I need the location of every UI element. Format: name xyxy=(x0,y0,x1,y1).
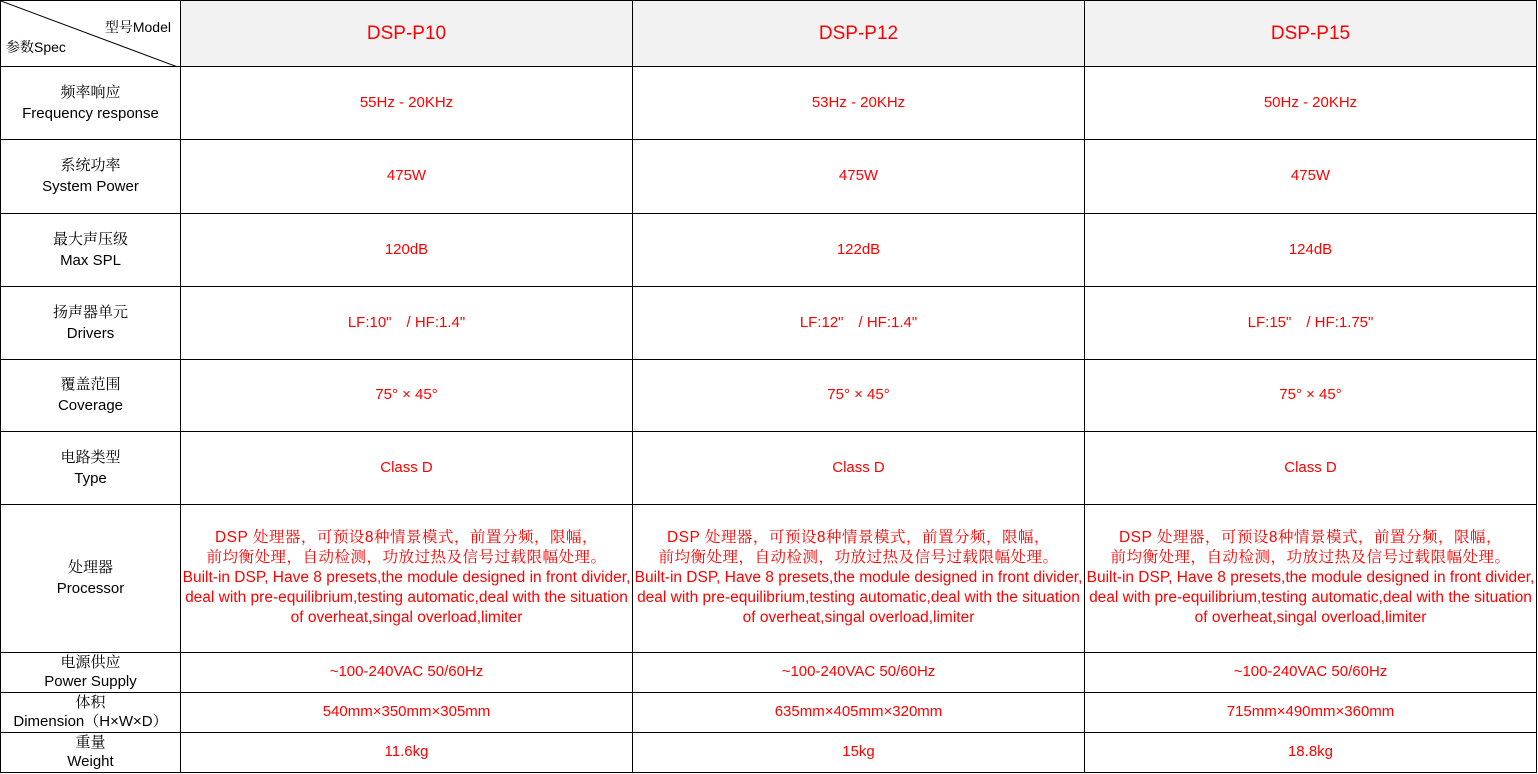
processor-line: 前均衡处理，自动检测，功放过热及信号过载限幅处理。 xyxy=(658,549,1059,567)
row-label xyxy=(1,652,181,692)
spec-value: 124dB xyxy=(1085,213,1537,286)
spec-value: 475W xyxy=(181,140,633,213)
spec-value: 55Hz - 20KHz xyxy=(181,67,633,140)
row-label-en: Weight xyxy=(67,753,114,771)
spec-value: 475W xyxy=(633,140,1085,213)
row-label-en: Type xyxy=(74,470,107,488)
row-label xyxy=(1,67,181,140)
model-name: DSP-P10 xyxy=(181,1,633,67)
processor-line: deal with pre-equilibrium,testing automatic,deal with the situation of overheat,singal overload,limiter xyxy=(637,589,1080,627)
row-label-zh: 处理器 xyxy=(67,559,113,577)
spec-value: Class D xyxy=(633,432,1085,505)
processor-description xyxy=(1085,505,1537,652)
spec-value: LF:15" / HF:1.75" xyxy=(1085,286,1537,359)
spec-value: 75° × 45° xyxy=(1085,359,1537,431)
spec-row-power xyxy=(1,140,1537,213)
row-label-zh: 最大声压级 xyxy=(52,230,128,248)
row-label-en: Coverage xyxy=(57,397,124,415)
spec-value: 18.8kg xyxy=(1085,732,1537,772)
row-label xyxy=(1,505,181,652)
spec-value: 75° × 45° xyxy=(181,359,633,431)
spec-value: 635mm×405mm×320mm xyxy=(633,692,1085,732)
header-row xyxy=(1,1,1537,67)
spec-value: LF:10" / HF:1.4" xyxy=(181,286,633,359)
row-label-en: Dimension（H×W×D） xyxy=(13,713,168,731)
spec-header-label: 参数Spec xyxy=(6,39,66,55)
row-label xyxy=(1,692,181,732)
model-name: DSP-P12 xyxy=(633,1,1085,67)
spec-value: 122dB xyxy=(633,213,1085,286)
spec-value: ~100-240VAC 50/60Hz xyxy=(181,652,633,692)
spec-value: Class D xyxy=(1085,432,1537,505)
spec-value: 11.6kg xyxy=(181,732,633,772)
processor-line: Built-in DSP, Have 8 presets,the module designed in front divider, xyxy=(182,569,631,587)
row-label-en: Drivers xyxy=(66,324,115,342)
row-label-zh: 扬声器单元 xyxy=(52,303,128,321)
row-label-zh: 系统功率 xyxy=(60,157,121,175)
processor-line: deal with pre-equilibrium,testing automatic,deal with the situation of overheat,singal overload,limiter xyxy=(1089,589,1532,627)
row-label-zh: 体积 xyxy=(75,694,106,712)
spec-value: 75° × 45° xyxy=(633,359,1085,431)
row-label-en: Frequency response xyxy=(22,105,159,123)
spec-row-dimension xyxy=(1,692,1537,732)
row-label-en: Processor xyxy=(56,580,125,598)
processor-line: deal with pre-equilibrium,testing automatic,deal with the situation of overheat,singal overload,limiter xyxy=(185,589,628,627)
spec-row-power-supply xyxy=(1,652,1537,692)
processor-line: 前均衡处理，自动检测，功放过热及信号过载限幅处理。 xyxy=(206,549,607,567)
spec-row-drivers xyxy=(1,286,1537,359)
row-label-zh: 频率响应 xyxy=(60,84,121,102)
spec-value: 15kg xyxy=(633,732,1085,772)
row-label-en: Power Supply xyxy=(44,673,137,691)
row-label xyxy=(1,732,181,772)
processor-line: DSP 处理器，可预设8种情景模式，前置分频，限幅， xyxy=(1118,529,1503,547)
row-label-en: Max SPL xyxy=(60,251,121,269)
row-label xyxy=(1,359,181,431)
row-label-en: System Power xyxy=(42,178,139,196)
spec-row-weight xyxy=(1,732,1537,772)
row-label xyxy=(1,140,181,213)
spec-row-max-spl xyxy=(1,213,1537,286)
spec-value: 475W xyxy=(1085,140,1537,213)
processor-line: DSP 处理器，可预设8种情景模式，前置分频，限幅， xyxy=(666,529,1051,547)
processor-line: DSP 处理器，可预设8种情景模式，前置分频，限幅， xyxy=(214,529,599,547)
corner-cell xyxy=(1,1,181,67)
row-label-zh: 电源供应 xyxy=(60,654,121,672)
processor-description xyxy=(181,505,633,652)
processor-line: Built-in DSP, Have 8 presets,the module designed in front divider, xyxy=(634,569,1083,587)
spec-value: LF:12" / HF:1.4" xyxy=(633,286,1085,359)
row-label-zh: 覆盖范围 xyxy=(60,376,121,394)
spec-value: ~100-240VAC 50/60Hz xyxy=(633,652,1085,692)
row-label xyxy=(1,213,181,286)
spec-value: ~100-240VAC 50/60Hz xyxy=(1085,652,1537,692)
spec-row-coverage xyxy=(1,359,1537,431)
row-label-zh: 电路类型 xyxy=(60,449,121,467)
processor-description xyxy=(633,505,1085,652)
spec-row-type xyxy=(1,432,1537,505)
spec-value: 540mm×350mm×305mm xyxy=(181,692,633,732)
row-label xyxy=(1,432,181,505)
processor-line: Built-in DSP, Have 8 presets,the module designed in front divider, xyxy=(1086,569,1535,587)
spec-value: 53Hz - 20KHz xyxy=(633,67,1085,140)
row-label-zh: 重量 xyxy=(75,734,106,752)
spec-row-frequency xyxy=(1,67,1537,140)
processor-line: 前均衡处理，自动检测，功放过热及信号过载限幅处理。 xyxy=(1110,549,1511,567)
model-header-label: 型号Model xyxy=(104,19,171,35)
spec-value: 715mm×490mm×360mm xyxy=(1085,692,1537,732)
spec-value: Class D xyxy=(181,432,633,505)
row-label xyxy=(1,286,181,359)
spec-value: 50Hz - 20KHz xyxy=(1085,67,1537,140)
spec-row-processor xyxy=(1,505,1537,652)
spec-value: 120dB xyxy=(181,213,633,286)
model-name: DSP-P15 xyxy=(1085,1,1537,67)
